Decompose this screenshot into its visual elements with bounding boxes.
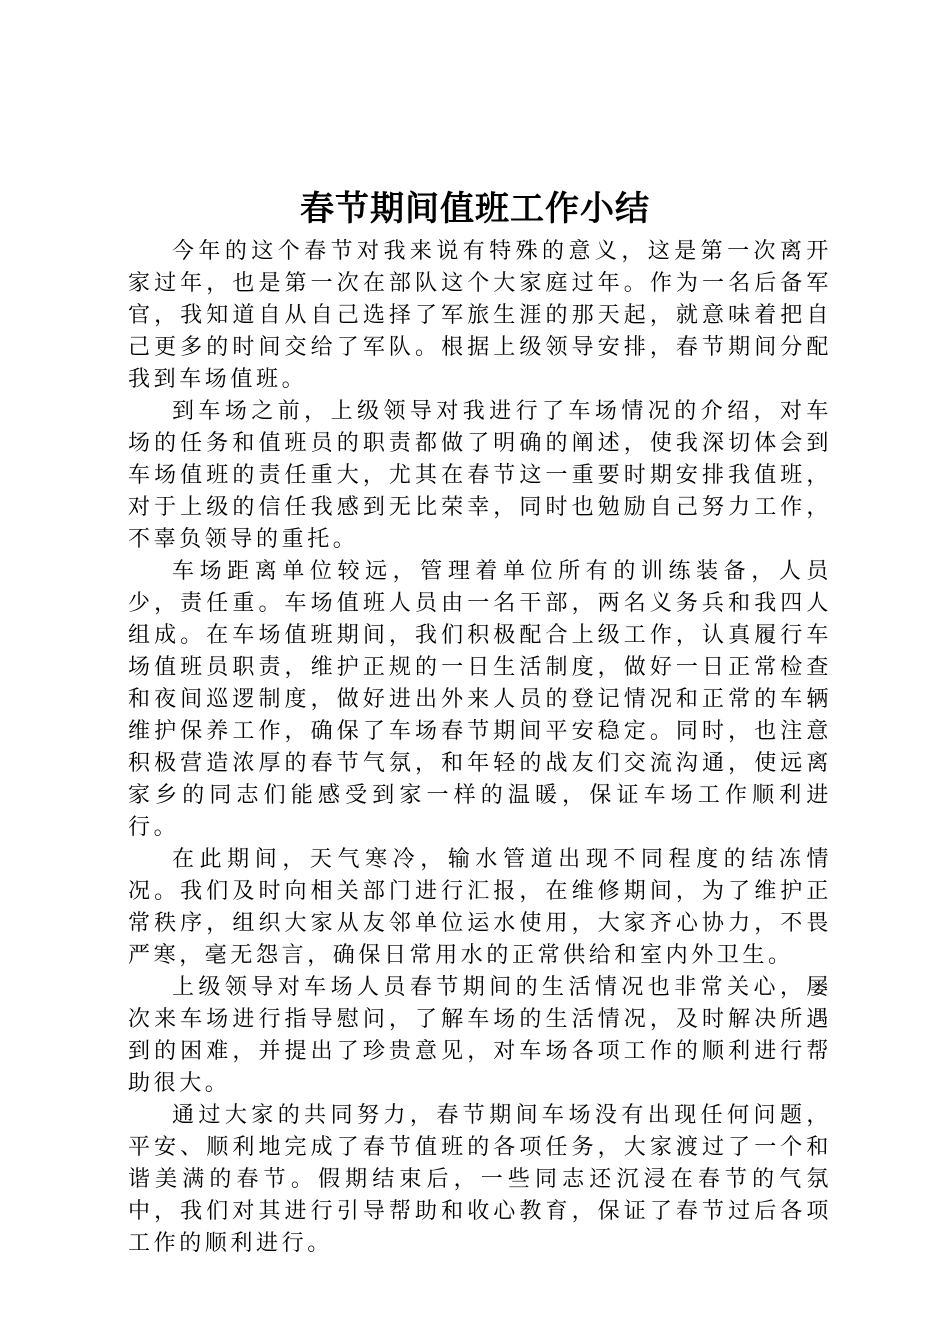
paragraph-6: 通过大家的共同努力，春节期间车场没有出现任何问题，平安、顺利地完成了春节值班的各项任务，大家渡过了一个和谐美满的春节。假期结束后，一些同志还沉浸在春节的气氛中，我们对其进行引导帮助和收心教育，保证了春节过后各项工作的顺利进行。	[128, 1103, 832, 1256]
paragraph-1: 今年的这个春节对我来说有特殊的意义，这是第一次离开家过年，也是第一次在部队这个大家庭过年。作为一名后备军官，我知道自从自己选择了军旅生涯的那天起，就意味着把自己更多的时间交给了军队。根据上级领导安排，春节期间分配我到车场值班。	[128, 239, 832, 392]
paragraph-5: 上级领导对车场人员春节期间的生活情况也非常关心，屡次来车场进行指导慰问，了解车场的生活情况，及时解决所遇到的困难，并提出了珍贵意见，对车场各项工作的顺利进行帮助很大。	[128, 975, 832, 1096]
paragraph-3: 车场距离单位较远，管理着单位所有的训练装备，人员少，责任重。车场值班人员由一名干部，两名义务兵和我四人组成。在车场值班期间，我们积极配合上级工作，认真履行车场值班员职责，维护正规的一日生活制度，做好一日正常检查和夜间巡逻制度，做好进出外来人员的登记情况和正常的车辆维护保养工作，确保了车场春节期间平安稳定。同时，也注意积极营造浓厚的春节气氛，和年轻的战友们交流沟通，使远离家乡的同志们能感受到家一样的温暖，保证车场工作顺利进行。	[128, 559, 832, 840]
document-title: 春节期间值班工作小结	[300, 189, 650, 229]
paragraph-4: 在此期间，天气寒冷，输水管道出现不同程度的结冻情况。我们及时向相关部门进行汇报，在维修期间，为了维护正常秩序，组织大家从友邻单位运水使用，大家齐心协力，不畏严寒，毫无怨言，确保日常用水的正常供给和室内外卫生。	[128, 847, 832, 968]
paragraph-2: 到车场之前，上级领导对我进行了车场情况的介绍，对车场的任务和值班员的职责都做了明确的阐述，使我深切体会到车场值班的责任重大，尤其在春节这一重要时期安排我值班，对于上级的信任我感到无比荣幸，同时也勉励自己努力工作，不辜负领导的重托。	[128, 399, 832, 552]
document-body	[128, 236, 832, 1260]
